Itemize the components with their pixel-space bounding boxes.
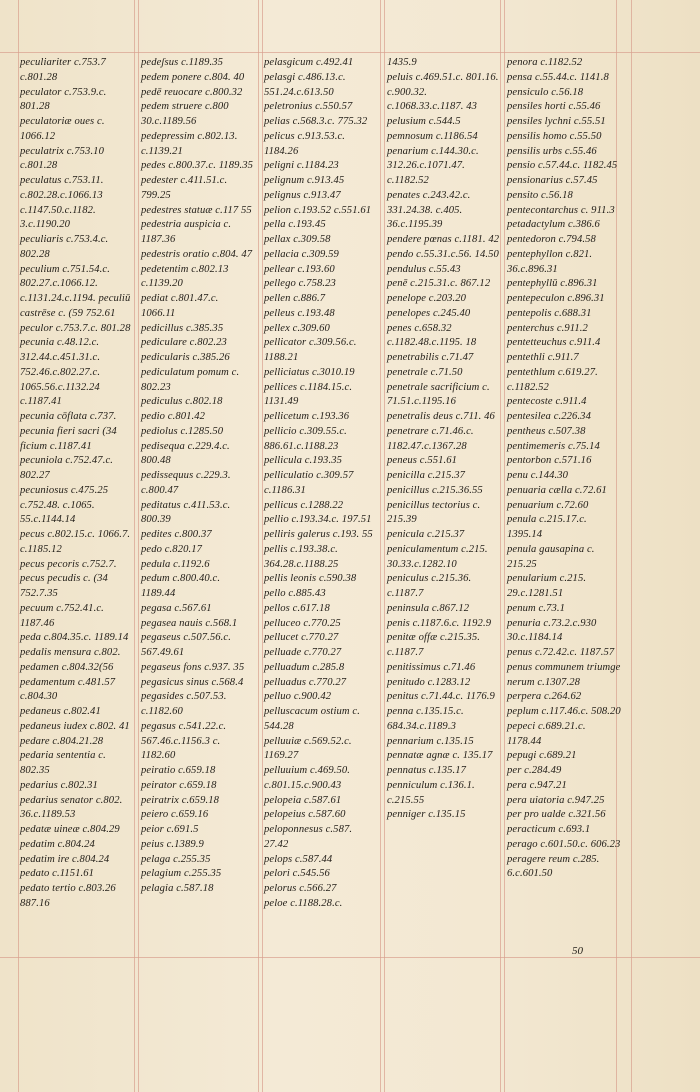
index-entry: peloponnesus c.587. 27.42 — [264, 824, 353, 850]
index-entry: pecunia cōflata c.737. pecunia fieri sacri (34 ficium c.1187.41 — [20, 411, 117, 452]
index-entry: pendere pœnas c.1181. 42 — [387, 234, 500, 245]
index-entry: penitæ offæ c.215.35. c.1187.7 — [387, 632, 481, 658]
index-entry: pelluo c.900.42 — [264, 691, 332, 703]
index-entry: per pro ualde c.321.56 — [507, 809, 606, 821]
index-entry: penuria c.73.2.c.930 30.c.1184.14 — [507, 617, 597, 644]
index-entry: peculatus c.753.11. c.802.28.c.1066.13 c.1147.50.c.1182. 3.c.1190.20 — [20, 175, 104, 231]
index-entry: pedē reuocare c.800.32 — [141, 86, 243, 98]
column-rule-3b — [384, 0, 385, 1092]
index-entry: pedissequus c.229.3. c.800.47 — [141, 470, 231, 496]
index-entry: penetrare c.71.46.c. 1182.47.c.1367.28 — [387, 425, 474, 452]
index-entry: pendulus c.55.43 — [387, 263, 461, 275]
index-entry: pellicus c.1288.22 — [264, 499, 344, 511]
index-entry: penelope c.203.20 — [387, 293, 467, 304]
index-entry: peneus c.551.61 — [387, 455, 458, 467]
index-entry: pedula c.1192.6 — [141, 558, 210, 570]
index-entry: pecuniola c.752.47.c. 802.27 — [20, 455, 114, 481]
index-entry: pelleus c.193.48 — [264, 307, 335, 319]
index-entry: pera c.947.21 — [507, 779, 567, 791]
column-rule-1b — [138, 0, 139, 1092]
index-entry: pensa c.55.44.c. 1141.8 — [507, 71, 609, 83]
index-entry: pentecontarchus c. 911.3 — [507, 204, 615, 216]
index-entry: pennatus c.135.17 — [387, 765, 467, 776]
index-entry: peluis c.469.51.c. 801.16. c.900.32. c.1068.33.c.1187. 43 — [387, 71, 499, 113]
index-entry: pegasa c.567.61 — [141, 602, 212, 614]
index-entry: pensiles lychni c.55.51 — [507, 116, 606, 127]
index-entry: pedum c.800.40.c. 1189.44 — [141, 573, 221, 599]
index-entry: penula gausapina c. 215.25 — [507, 543, 595, 570]
folio-number: 50 — [572, 945, 583, 957]
index-entry: pensilis homo c.55.50 — [507, 130, 602, 142]
index-entry: pelliris galerus c.193. 55 — [264, 529, 373, 540]
index-entry: pedicularis c.385.26 — [141, 352, 230, 363]
index-entry: pedester c.411.51.c. 799.25 — [141, 175, 228, 201]
index-entry: penitus c.71.44.c. 1176.9 — [387, 691, 495, 703]
index-entry: pellio c.193.34.c. 197.51 — [264, 514, 372, 526]
index-entry: pedatæ uineæ c.804.29 — [20, 824, 120, 835]
index-entry: penterchus c.911.2 — [507, 322, 588, 334]
index-column-3 — [264, 56, 378, 912]
index-column-1 — [20, 56, 134, 912]
index-entry: pelusium c.544.5 — [387, 116, 461, 127]
index-entry: peirator c.659.18 — [141, 779, 217, 791]
index-entry: penus communem triumge nerum c.1307.28 — [507, 661, 621, 688]
index-entry: peculatrix c.753.10 c.801.28 — [20, 145, 104, 172]
index-entry: pellex c.309.60 — [264, 322, 330, 334]
index-entry: peiratrix c.659.18 — [141, 794, 220, 806]
index-entry: pedato tertio c.803.26 887.16 — [20, 883, 116, 909]
index-entry: pediat c.801.47.c. 1066.11 — [141, 293, 219, 319]
column-rule-2b — [262, 0, 263, 1092]
index-entry: pedio c.801.42 — [141, 411, 206, 422]
index-entry: penu c.144.30 — [507, 470, 569, 481]
index-entry: pelasgi c.486.13.c. 551.24.c.613.50 — [264, 71, 346, 98]
index-entry: penis c.1187.6.c. 1192.9 — [387, 617, 492, 629]
index-entry: pecus pecoris c.752.7. pecus pecudis c. (34 752.7.35 — [20, 558, 117, 599]
index-entry: penicula c.215.37 — [387, 529, 465, 540]
index-entry: perpera c.264.62 — [507, 691, 582, 703]
column-rule-1 — [134, 0, 135, 1092]
index-entry: pello c.885.43 — [264, 588, 326, 599]
index-entry: pedestria auspicia c. 1187.36 — [141, 219, 232, 245]
index-entry: penicilla c.215.37 — [387, 470, 465, 481]
index-entry: peculatoriæ oues c. 1066.12 — [20, 116, 105, 142]
margin-rule-outer — [631, 0, 632, 1092]
index-entry: pediolus c.1285.50 — [141, 425, 224, 437]
index-entry: pensito c.56.18 — [507, 189, 573, 201]
index-entry: pellis c.193.38.c. 364.28.c.1188.25 — [264, 543, 339, 570]
index-column-2 — [141, 56, 255, 897]
index-column-5 — [507, 56, 621, 882]
index-entry: pensio c.57.44.c. 1182.45 — [507, 160, 618, 172]
index-entry: pentheus c.507.38 — [507, 425, 586, 437]
index-entry: pentedoron c.794.58 — [507, 234, 596, 245]
index-entry: peragere reum c.285. 6.c.601.50 — [507, 853, 600, 880]
index-entry: penetrale c.71.50 — [387, 366, 463, 378]
index-entry: pelluadum c.285.8 — [264, 661, 345, 673]
margin-rule-left — [18, 0, 19, 1092]
index-entry: pelluuium c.469.50. c.801.15.c.900.43 — [264, 765, 351, 791]
index-entry: pellices c.1184.15.c. 1131.49 — [264, 381, 353, 408]
index-entry: peior c.691.5 — [141, 824, 199, 835]
index-entry: pediculus c.802.18 — [141, 396, 223, 408]
index-entry: peiratio c.659.18 — [141, 765, 216, 776]
index-entry: penniger c.135.15 — [387, 809, 466, 821]
index-entry: penicillus c.215.36.55 — [387, 484, 483, 496]
index-entry: penates c.243.42.c. 331.24.38. c.405. 36.c.1195.39 — [387, 189, 471, 231]
index-entry: pentetteuchus c.911.4 — [507, 337, 601, 349]
index-entry: penus c.72.42.c. 1187.57 — [507, 647, 615, 658]
index-entry: pecuniosus c.475.25 c.752.48. c.1065. 55.c.1144.14 — [20, 484, 109, 526]
index-entry: pentepeculon c.896.31 — [507, 293, 605, 304]
index-entry: pedo c.820.17 — [141, 543, 203, 555]
index-entry: penitudo c.1283.12 — [387, 676, 471, 688]
index-entry: peculiariter c.753.7 c.801.28 — [20, 57, 106, 83]
index-entry: peplum c.117.46.c. 508.20 — [507, 706, 621, 717]
index-entry: pegaseus fons c.937. 35 — [141, 661, 245, 673]
index-entry: pedaneus c.802.41 — [20, 706, 101, 717]
index-entry: peletronius c.550.57 — [264, 101, 353, 113]
index-entry: pentepolis c.688.31 — [507, 307, 592, 319]
index-entry: pelias c.568.3.c. 775.32 — [264, 116, 368, 127]
index-entry: pelluuiæ c.569.52.c. 1169.27 — [264, 735, 352, 762]
index-entry: pegasicus sinus c.568.4 — [141, 676, 244, 688]
index-entry: pedepressim c.802.13. c.1139.21 — [141, 130, 238, 157]
index-entry: pera uiatoria c.947.25 — [507, 794, 605, 806]
index-entry: pellacia c.309.59 — [264, 248, 339, 260]
index-entry: pecunia c.48.12.c. 312.44.c.451.31.c. 752.46.c.802.27.c. 1065.56.c.1132.24 c.1187.41 — [20, 337, 101, 408]
index-entry: peculium c.751.54.c. 802.27.c.1066.12. c.1131.24.c.1194. peculiū castrēse c. (59 752.61 — [20, 263, 131, 319]
index-entry: per c.284.49 — [507, 765, 562, 776]
index-entry: pentesilea c.226.34 — [507, 411, 591, 422]
index-entry: pensionarius c.57.45 — [507, 175, 598, 186]
index-entry: penelopes c.245.40 — [387, 307, 471, 319]
index-entry: penetrale sacrificium c. 71.51.c.1195.16 — [387, 381, 490, 408]
index-entry: pelicus c.913.53.c. 1184.26 — [264, 130, 346, 157]
index-entry: pensilis urbs c.55.46 — [507, 145, 597, 157]
index-entry: pelluceo c.770.25 — [264, 617, 341, 629]
index-entry: pellego c.758.23 — [264, 278, 336, 290]
index-entry: penarium c.144.30.c. 312.26.c.1071.47. c.1182.52 — [387, 145, 479, 186]
index-entry: pedamentum c.481.57 c.804.30 — [20, 676, 116, 703]
index-entry: pentecoste c.911.4 — [507, 396, 587, 408]
index-entry: penuarium c.72.60 — [507, 499, 589, 511]
index-entry: pedarius senator c.802. 36.c.1189.53 — [20, 794, 123, 821]
index-entry: pecus c.802.15.c. 1066.7. c.1185.12 — [20, 529, 131, 555]
index-entry: pecuum c.752.41.c. 1187.46 — [20, 602, 104, 629]
index-entry: pentephyllon c.821. 36.c.896.31 — [507, 248, 593, 275]
index-entry: peda c.804.35.c. 1189.14 — [20, 632, 129, 644]
index-entry: pensiculo c.56.18 — [507, 86, 584, 98]
index-entry: pedes c.800.37.c. 1189.35 — [141, 160, 254, 172]
index-entry: pellicio c.309.55.c. 886.61.c.1188.23 — [264, 425, 347, 452]
index-entry: peculator c.753.9.c. 801.28 — [20, 86, 107, 113]
index-entry: pedaneus iudex c.802. 41 — [20, 720, 130, 732]
column-rule-2 — [258, 0, 259, 1092]
index-entry: pelignus c.913.47 — [264, 189, 341, 201]
index-entry: pegasea nauis c.568.1 — [141, 617, 238, 629]
index-entry: pedato c.1151.61 — [20, 868, 95, 880]
index-entry: pemnosum c.1186.54 — [387, 130, 478, 142]
index-entry: pedeʃsus c.1189.35 — [141, 57, 224, 68]
index-entry: pedetentim c.802.13 c.1139.20 — [141, 263, 229, 290]
index-entry: pellis leonis c.590.38 — [264, 573, 357, 585]
bottom-rule — [0, 957, 700, 958]
index-entry: pedestris oratio c.804. 47 — [141, 248, 253, 260]
index-entry: pentethlum c.619.27. c.1182.52 — [507, 366, 598, 393]
index-entry: penora c.1182.52 — [507, 57, 583, 68]
index-entry: pedisequa c.229.4.c. 800.48 — [141, 440, 230, 467]
index-entry: pedestres statuæ c.117 55 — [141, 204, 252, 216]
index-entry: peniculamentum c.215. 30.33.c.1282.10 — [387, 543, 488, 570]
index-entry: pentephyllū c.896.31 — [507, 278, 598, 290]
index-entry: pennatæ agnæ c. 135.17 — [387, 750, 493, 762]
column-rule-4b — [504, 0, 505, 1092]
index-entry: pelagium c.255.35 — [141, 868, 222, 880]
index-entry: peloe c.1188.28.c. — [264, 897, 343, 909]
index-entry: pelignum c.913.45 — [264, 175, 345, 186]
index-entry: penularium c.215. 29.c.1281.51 — [507, 573, 587, 599]
index-entry: pellicator c.309.56.c. 1188.21 — [264, 337, 357, 363]
index-entry: pellen c.886.7 — [264, 293, 326, 304]
index-entry: pelorus c.566.27 — [264, 883, 337, 894]
index-entry: pelasgicum c.492.41 — [264, 57, 354, 68]
index-entry: pedites c.800.37 — [141, 529, 212, 540]
index-entry: peligni c.1184.23 — [264, 160, 339, 172]
index-column-4 — [387, 56, 501, 823]
index-entry: pellax c.309.58 — [264, 234, 331, 245]
index-entry: pelluadus c.770.27 — [264, 676, 347, 688]
index-entry: penniculum c.136.1. c.215.55 — [387, 779, 475, 806]
index-entry: pegaseus c.507.56.c. 567.49.61 — [141, 632, 231, 658]
index-entry: peiero c.659.16 — [141, 809, 209, 821]
index-entry: petadactylum c.386.6 — [507, 219, 600, 231]
index-entry: pentimemeris c.75.14 — [507, 440, 600, 452]
index-entry: pella c.193.45 — [264, 219, 326, 231]
index-entry: peracticum c.693.1 — [507, 824, 591, 835]
index-entry: pepeci c.689.21.c. 1178.44 — [507, 720, 586, 747]
index-entry: penuaria cælla c.72.61 — [507, 484, 607, 496]
index-entry: pentorbon c.571.16 — [507, 455, 592, 467]
index-entry: pedem struere c.800 30.c.1189.56 — [141, 101, 229, 127]
index-entry: pelops c.587.44 — [264, 853, 333, 865]
index-entry: pennarium c.135.15 — [387, 735, 474, 747]
index-entry: peculiaris c.753.4.c. 802.28 — [20, 234, 109, 260]
index-entry: pensiles horti c.55.46 — [507, 101, 601, 113]
index-entry: penetralis deus c.711. 46 — [387, 411, 495, 422]
index-entry: peculor c.753.7.c. 801.28 — [20, 322, 131, 334]
index-entry: perago c.601.50.c. 606.23 — [507, 838, 621, 850]
index-entry: pellos c.617.18 — [264, 602, 330, 614]
index-entry: pediculatum pomum c. 802.23 — [141, 366, 240, 393]
index-entry: penitissimus c.71.46 — [387, 661, 476, 673]
index-entry: peninsula c.867.12 — [387, 602, 470, 614]
index-entry: pelopeia c.587.61 — [264, 794, 342, 806]
index-entry: pepugi c.689.21 — [507, 750, 577, 762]
index-entry: pelion c.193.52 c.551.61 — [264, 204, 372, 216]
index-entry: pellear c.193.60 — [264, 263, 335, 275]
index-entry: penna c.135.15.c. 684.34.c.1189.3 — [387, 706, 464, 732]
index-entry: pentethli c.911.7 — [507, 352, 579, 363]
index-entry: pellucet c.770.27 — [264, 632, 339, 644]
index-entry: pedalis mensura c.802. pedamen c.804.32(56 — [20, 647, 121, 673]
index-entry: penes c.658.32 c.1182.48.c.1195. 18 — [387, 322, 477, 349]
index-entry: peditatus c.411.53.c. 800.39 — [141, 499, 231, 526]
column-rule-3 — [380, 0, 381, 1092]
index-entry: pedatim ire c.804.24 — [20, 853, 110, 865]
index-entry: pellicetum c.193.36 — [264, 411, 350, 422]
index-entry: pedaria sententia c. 802.35 — [20, 750, 106, 776]
index-entry: penula c.215.17.c. 1395.14 — [507, 514, 587, 540]
index-entry: pedatim c.804.24 — [20, 838, 95, 850]
index-entry: pellicula c.193.35 — [264, 455, 342, 467]
index-entry: pedem ponere c.804. 40 — [141, 71, 245, 83]
index-entry: pelluade c.770.27 — [264, 647, 342, 658]
index-entry: pediculare c.802.23 — [141, 337, 227, 349]
index-entry: peius c.1389.9 — [141, 838, 204, 850]
index-entry: pelopeius c.587.60 — [264, 809, 346, 821]
index-entry: pendo c.55.31.c.56. 14.50 — [387, 248, 499, 260]
index-entry: pedare c.804.21.28 — [20, 735, 104, 747]
index-entry: pelaga c.255.35 — [141, 853, 211, 865]
index-entry: pedicillus c.385.35 — [141, 322, 224, 334]
index-entry: penum c.73.1 — [507, 602, 565, 614]
index-entry: 1435.9 — [387, 57, 417, 68]
index-entry: pegasides c.507.53. c.1182.60 — [141, 691, 227, 717]
index-entry: peniculus c.215.36. c.1187.7 — [387, 573, 472, 599]
index-entry: pelagia c.587.18 — [141, 883, 214, 894]
index-entry: pelliculatio c.309.57 c.1186.31 — [264, 470, 354, 496]
top-rule — [0, 52, 700, 53]
index-entry: pegasus c.541.22.c. 567.46.c.1156.3 c. 1182.60 — [141, 720, 227, 762]
index-entry: penē c.215.31.c. 867.12 — [387, 278, 491, 290]
index-entry: pelori c.545.56 — [264, 868, 330, 880]
index-entry: penicillus tectorius c. 215.39 — [387, 499, 481, 526]
index-entry: pedarius c.802.31 — [20, 779, 98, 791]
index-entry: pelliciatus c.3010.19 — [264, 366, 355, 378]
index-entry: penetrabilis c.71.47 — [387, 352, 474, 363]
index-entry: pelluscacum ostium c. 544.28 — [264, 706, 360, 732]
